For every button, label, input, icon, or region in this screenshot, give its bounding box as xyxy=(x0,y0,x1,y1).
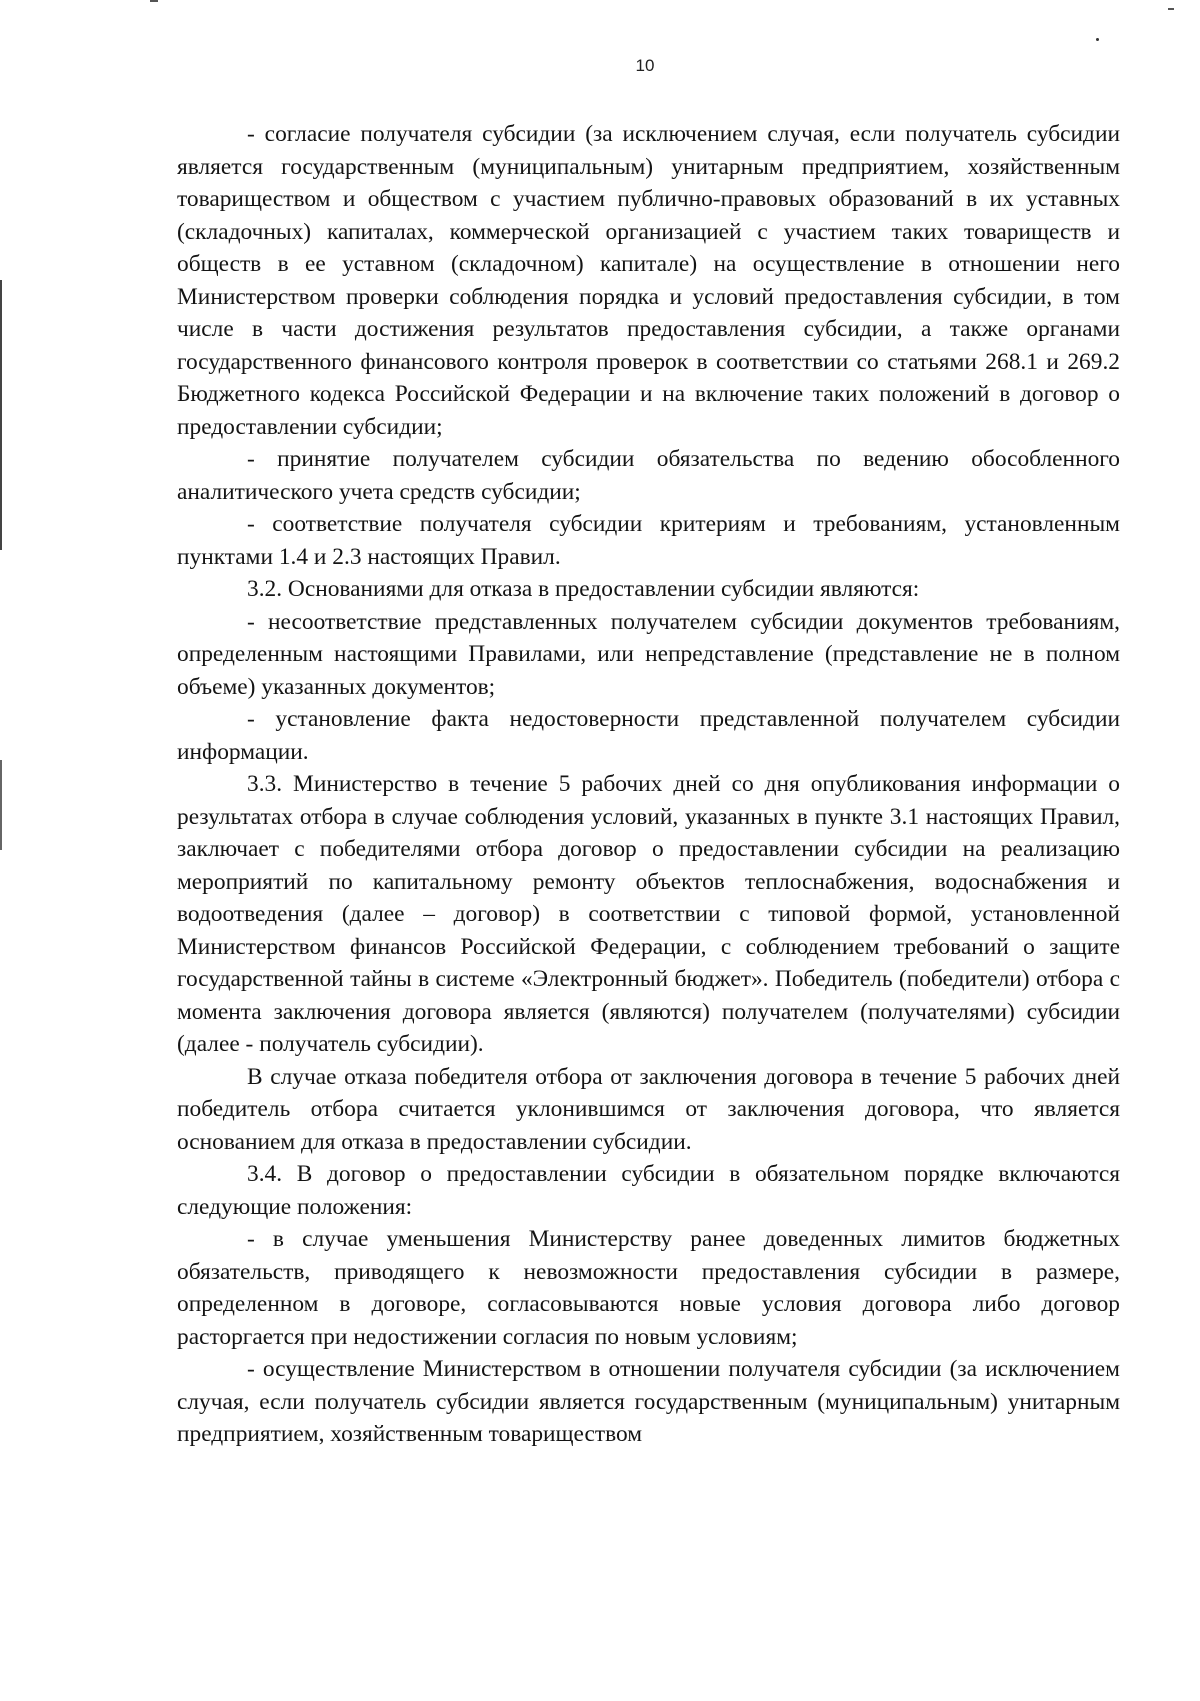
paragraph-limits-reduction: - в случае уменьшения Министерству ранее доведенных лимитов бюджетных обязательств, приводящего к невозможности предоставления субсидии в размере, определенном в договоре, согласовываются новые условия договора либо договор расторгается при недостижении согласия по новым условиям; xyxy=(177,1226,1120,1350)
paragraph-false-information: - установление факта недостоверности представленной получателем субсидии информации. xyxy=(177,706,1120,765)
page-number: 10 xyxy=(635,56,655,75)
paragraph-consent-to-inspection: - согласие получателя субсидии (за исключением случая, если получатель субсидии является государственным (муниципальным) унитарным предприятием, хозяйственным товариществом и обществом с участием публично-правовых образований в их уставных (складочных) капиталах, коммерческой организацией с участием таких товариществ и обществ в ее уставном (складочном) капитале) на осуществление в отношении него Министерством проверки соблюдения порядка и условий предоставления субсидии, в том числе в части достижения результатов предоставления субсидии, а также органами государственного финансового контроля проверок в соответствии со статьями 268.1 и 269.2 Бюджетного кодекса Российской Федерации и на включение таких положений в договор о предоставлении субсидии; xyxy=(177,121,1120,440)
paragraph-ministry-inspection: - осуществление Министерством в отношении получателя субсидии (за исключением случая, если получатель субсидии является государственным (муниципальным) унитарным предприятием, хозяйственным товариществом xyxy=(177,1356,1120,1447)
paragraph-criteria-compliance: - соответствие получателя субсидии критериям и требованиям, установленным пунктами 1.4 и 2.3 настоящих Правил. xyxy=(177,511,1120,570)
document-body xyxy=(177,118,1120,1451)
paragraph-separate-accounting: - принятие получателем субсидии обязательства по ведению обособленного аналитического учета средств субсидии; xyxy=(177,446,1120,505)
paragraph-refusal-of-winner: В случае отказа победителя отбора от заключения договора в течение 5 рабочих дней победитель отбора считается уклонившимся от заключения договора, что является основанием для отказа в предоставлении субсидии. xyxy=(177,1063,1120,1155)
scan-artifact-mark xyxy=(1168,8,1174,10)
paragraph-document-noncompliance: - несоответствие представленных получателем субсидии документов требованиям, определенным настоящими Правилами, или непредставление (представление не в полном объеме) указанных документов; xyxy=(177,608,1120,700)
paragraph-section-3-4: 3.4. В договор о предоставлении субсидии в обязательном порядке включаются следующие положения: xyxy=(177,1161,1120,1220)
scan-edge-line xyxy=(0,760,2,850)
scan-artifact-dot xyxy=(1096,38,1099,41)
paragraph-section-3-3: 3.3. Министерство в течение 5 рабочих дней со дня опубликования информации о результатах отбора в случае соблюдения условий, указанных в пункте 3.1 настоящих Правил, заключает с победителями отбора договор о предоставлении субсидии на реализацию мероприятий по капитальному ремонту объектов теплоснабжения, водоснабжения и водоотведения (далее – договор) в соответствии с типовой формой, установленной Министерством финансов Российской Федерации, с соблюдением требований о защите государственной тайны в системе «Электронный бюджет». Победитель (победители) отбора с момента заключения договора является (являются) получателем (получателями) субсидии (далее - получатель субсидии). xyxy=(177,771,1120,1057)
scan-edge-line xyxy=(0,280,2,550)
scan-artifact-mark xyxy=(150,0,158,2)
paragraph-section-3-2: 3.2. Основаниями для отказа в предоставлении субсидии являются: xyxy=(247,576,920,602)
